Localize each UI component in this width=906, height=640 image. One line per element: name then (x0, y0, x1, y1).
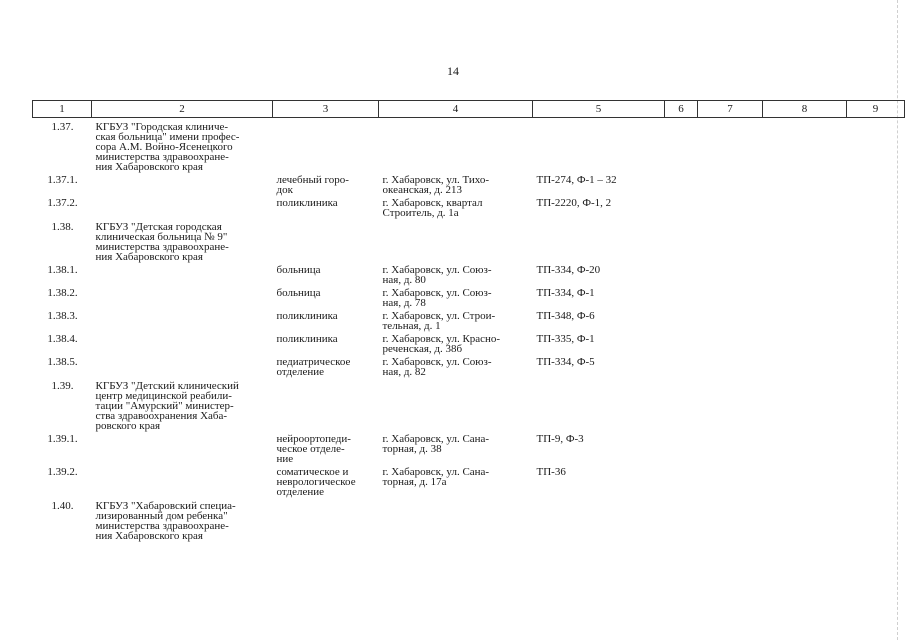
tp-feeder: ТП-335, Ф-1 (536, 333, 595, 345)
empty-cell (763, 195, 847, 218)
table-row (33, 331, 905, 354)
empty-cell (763, 377, 847, 431)
organization-name (92, 354, 273, 377)
organization-name (92, 195, 273, 218)
column-header-5: 5 (533, 101, 665, 118)
object-address-line: ная, д. 80 (382, 274, 426, 286)
organization-name-line: клиническая больница № 9" (95, 231, 228, 243)
organization-name (92, 308, 273, 331)
organization-name-line: ская больница" имени профес- (95, 131, 240, 143)
column-header-3: 3 (273, 101, 379, 118)
empty-cell (763, 331, 847, 354)
object-name-line: лечебный горо- (276, 174, 349, 186)
organization-name-line: КГБУЗ "Детский клинический (95, 380, 239, 392)
column-header-7: 7 (698, 101, 763, 118)
empty-cell (763, 431, 847, 464)
empty-cell (763, 285, 847, 308)
empty-cell (665, 195, 698, 218)
empty-cell (665, 118, 698, 173)
empty-cell (698, 172, 763, 195)
column-header-2: 2 (92, 101, 273, 118)
empty-cell (847, 354, 905, 377)
tp-feeder: ТП-2220, Ф-1, 2 (536, 197, 612, 209)
empty-cell (847, 377, 905, 431)
organization-name (92, 285, 273, 308)
empty-cell (763, 497, 847, 541)
object-name (273, 464, 379, 497)
table-row (33, 431, 905, 464)
data-table (32, 100, 905, 541)
object-address (379, 262, 533, 285)
table-row (33, 377, 905, 431)
object-address-line: г. Хабаровск, квартал (382, 197, 483, 209)
object-address-line: г. Хабаровск, ул. Союз- (382, 287, 492, 299)
empty-cell (698, 118, 763, 173)
object-address-line: г. Хабаровск, ул. Сана- (382, 433, 490, 445)
row-number: 1.39.2. (47, 466, 78, 478)
object-name-line: поликлиника (276, 310, 338, 322)
empty-cell (665, 285, 698, 308)
object-name (273, 262, 379, 285)
organization-name (92, 218, 273, 262)
empty-cell (665, 308, 698, 331)
tp-feeder (533, 218, 665, 262)
organization-name (92, 172, 273, 195)
table-row (33, 497, 905, 541)
organization-name-line: тации "Амурский" министер- (95, 400, 234, 412)
table-row (33, 218, 905, 262)
organization-name-line: министерства здравоохране- (95, 520, 229, 532)
organization-name-line: министерства здравоохране- (95, 241, 229, 253)
organization-name-line: КГБУЗ "Детская городская (95, 221, 222, 233)
empty-cell (665, 431, 698, 464)
empty-cell (763, 308, 847, 331)
object-address-line: г. Хабаровск, ул. Сана- (382, 466, 490, 478)
empty-cell (698, 431, 763, 464)
object-address (379, 308, 533, 331)
object-name-line: неврологическое (276, 476, 356, 488)
empty-cell (698, 262, 763, 285)
object-name-line: больница (276, 287, 321, 299)
row-number: 1.40. (51, 500, 74, 512)
object-name (273, 285, 379, 308)
organization-name (92, 377, 273, 431)
table-row (33, 195, 905, 218)
organization-name-line: ровского края (95, 420, 161, 432)
object-address-line: реченская, д. 38б (382, 343, 463, 355)
empty-cell (698, 354, 763, 377)
row-number: 1.38.4. (47, 333, 78, 345)
object-address-line: ная, д. 78 (382, 297, 426, 309)
empty-cell (763, 172, 847, 195)
object-name (273, 354, 379, 377)
tp-feeder (533, 118, 665, 173)
row-number: 1.37. (51, 121, 74, 133)
empty-cell (847, 218, 905, 262)
object-address (379, 118, 533, 173)
table-row (33, 285, 905, 308)
empty-cell (665, 377, 698, 431)
table-row (33, 172, 905, 195)
object-address (379, 195, 533, 218)
organization-name-line: ния Хабаровского края (95, 530, 203, 542)
row-number: 1.37.2. (47, 197, 78, 209)
object-address-line: г. Хабаровск, ул. Красно- (382, 333, 501, 345)
object-name-line: ческое отделе- (276, 443, 345, 455)
object-name (273, 497, 379, 541)
tp-feeder: ТП-348, Ф-6 (536, 310, 595, 322)
object-name-line: док (276, 184, 293, 196)
row-number: 1.39.1. (47, 433, 78, 445)
tp-feeder (533, 377, 665, 431)
object-name (273, 195, 379, 218)
table-row (33, 354, 905, 377)
empty-cell (847, 195, 905, 218)
organization-name-line: сора А.М. Войно-Ясенецкого (95, 141, 233, 153)
empty-cell (847, 497, 905, 541)
empty-cell (847, 118, 905, 173)
empty-cell (665, 354, 698, 377)
empty-cell (763, 354, 847, 377)
object-address-line: г. Хабаровск, ул. Союз- (382, 264, 492, 276)
object-address (379, 354, 533, 377)
row-number: 1.38.3. (47, 310, 78, 322)
empty-cell (698, 464, 763, 497)
empty-cell (763, 118, 847, 173)
empty-cell (698, 218, 763, 262)
empty-cell (847, 308, 905, 331)
organization-name-line: КГБУЗ "Хабаровский специа- (95, 500, 236, 512)
object-address-line: г. Хабаровск, ул. Союз- (382, 356, 492, 368)
object-name (273, 118, 379, 173)
empty-cell (847, 262, 905, 285)
tp-feeder: ТП-334, Ф-1 (536, 287, 595, 299)
object-name-line: нейроортопеди- (276, 433, 351, 445)
object-name (273, 218, 379, 262)
object-name-line: поликлиника (276, 197, 338, 209)
row-number: 1.39. (51, 380, 74, 392)
empty-cell (698, 497, 763, 541)
row-number: 1.38.5. (47, 356, 78, 368)
organization-name (92, 331, 273, 354)
object-name-line: больница (276, 264, 321, 276)
object-address (379, 172, 533, 195)
object-address (379, 331, 533, 354)
empty-cell (665, 464, 698, 497)
empty-cell (698, 377, 763, 431)
table-row (33, 118, 905, 173)
object-address (379, 377, 533, 431)
empty-cell (665, 331, 698, 354)
tp-feeder: ТП-36 (536, 466, 566, 478)
object-name (273, 172, 379, 195)
row-number: 1.38. (51, 221, 74, 233)
organization-name-line: КГБУЗ "Городская клиниче- (95, 121, 229, 133)
empty-cell (847, 431, 905, 464)
tp-feeder: ТП-9, Ф-3 (536, 433, 584, 445)
organization-name-line: ния Хабаровского края (95, 251, 203, 263)
object-address-line: океанская, д. 213 (382, 184, 462, 196)
empty-cell (763, 218, 847, 262)
empty-cell (698, 308, 763, 331)
organization-name-line: ства здравоохранения Хаба- (95, 410, 228, 422)
organization-name-line: министерства здравоохране- (95, 151, 229, 163)
table-header (33, 101, 905, 118)
empty-cell (665, 262, 698, 285)
empty-cell (847, 285, 905, 308)
empty-cell (698, 195, 763, 218)
organization-name-line: лизированный дом ребенка" (95, 510, 228, 522)
organization-name (92, 464, 273, 497)
object-address-line: г. Хабаровск, ул. Строи- (382, 310, 496, 322)
table-row (33, 262, 905, 285)
object-name-line: соматическое и (276, 466, 349, 478)
object-name-line: поликлиника (276, 333, 338, 345)
object-name-line: отделение (276, 366, 325, 378)
row-number: 1.38.2. (47, 287, 78, 299)
row-number: 1.38.1. (47, 264, 78, 276)
object-name (273, 431, 379, 464)
organization-name-line: центр медицинской реабили- (95, 390, 232, 402)
object-address (379, 464, 533, 497)
table-row (33, 464, 905, 497)
column-header-4: 4 (379, 101, 533, 118)
object-name (273, 377, 379, 431)
object-name (273, 308, 379, 331)
empty-cell (665, 218, 698, 262)
object-address (379, 218, 533, 262)
object-address-line: Строитель, д. 1а (382, 207, 459, 219)
organization-name-line: ния Хабаровского края (95, 161, 203, 173)
object-name-line: ние (276, 453, 294, 465)
object-address (379, 497, 533, 541)
organization-name (92, 262, 273, 285)
organization-name (92, 497, 273, 541)
object-address-line: г. Хабаровск, ул. Тихо- (382, 174, 490, 186)
column-header-1: 1 (33, 101, 92, 118)
object-address-line: торная, д. 38 (382, 443, 442, 455)
empty-cell (698, 285, 763, 308)
column-header-6: 6 (665, 101, 698, 118)
page-number: 14 (447, 64, 459, 78)
object-address-line: ная, д. 82 (382, 366, 426, 378)
empty-cell (847, 331, 905, 354)
object-name-line: педиатрическое (276, 356, 351, 368)
empty-cell (847, 464, 905, 497)
object-address (379, 431, 533, 464)
organization-name (92, 431, 273, 464)
empty-cell (847, 172, 905, 195)
object-name-line: отделение (276, 486, 325, 498)
tp-feeder: ТП-334, Ф-20 (536, 264, 601, 276)
object-address (379, 285, 533, 308)
empty-cell (763, 262, 847, 285)
empty-cell (665, 497, 698, 541)
table-row (33, 308, 905, 331)
object-address-line: тельная, д. 1 (382, 320, 441, 332)
tp-feeder: ТП-274, Ф-1 – 32 (536, 174, 617, 186)
row-number: 1.37.1. (47, 174, 78, 186)
empty-cell (763, 464, 847, 497)
object-name (273, 331, 379, 354)
empty-cell (698, 331, 763, 354)
organization-name (92, 118, 273, 173)
column-header-9: 9 (847, 101, 905, 118)
tp-feeder (533, 497, 665, 541)
column-header-8: 8 (763, 101, 847, 118)
empty-cell (665, 172, 698, 195)
header-row (33, 101, 905, 118)
tp-feeder: ТП-334, Ф-5 (536, 356, 595, 368)
object-address-line: торная, д. 17а (382, 476, 447, 488)
table-body (33, 118, 905, 542)
